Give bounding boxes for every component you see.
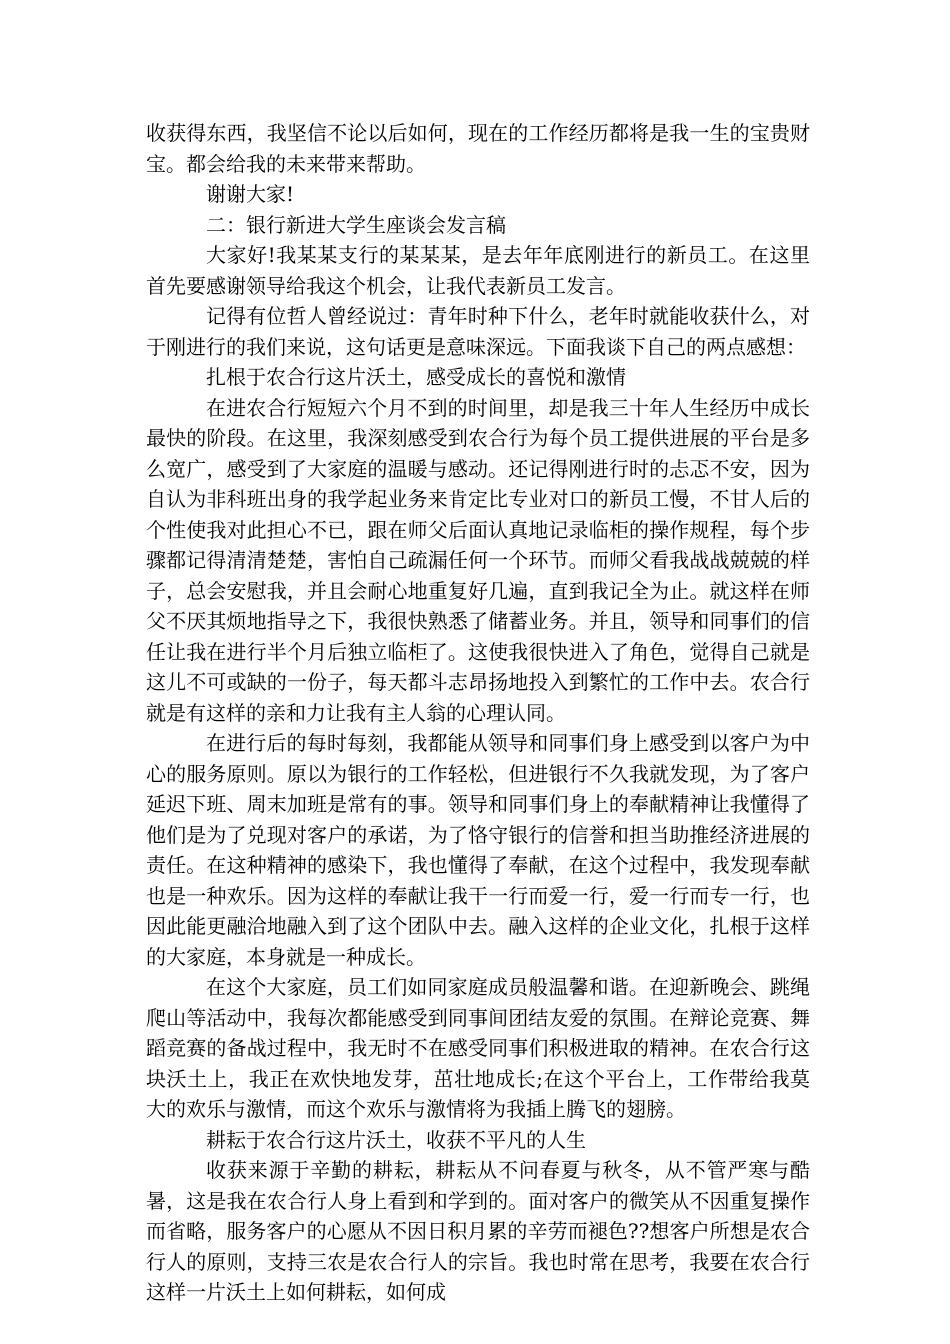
closing-thanks: 谢谢大家! xyxy=(206,182,295,206)
subheading: 扎根于农合行这片沃土，感受成长的喜悦和激情 xyxy=(206,365,626,389)
paragraph: 记得有位哲人曾经说过：青年时种下什么，老年时就能收获什么，对于刚进行的我们来说，这句话更是意味深远。下面我谈下自己的两点感想： xyxy=(146,304,810,359)
paragraph: 在进行后的每时每刻，我都能从领导和同事们身上感受到以客户为中心的服务原则。原以为银行的工作轻松，但进银行不久我就发现，为了客户延迟下班、周末加班是常有的事。领导和同事们身上的奉献精神让我懂得了他们是为了兑现对客户的承诺，为了恪守银行的信誉和担当助推经济进展的责任。在这种精神的感染下，我也懂得了奉献，在这个过程中，我发现奉献也是一种欢乐。因为这样的奉献让我干一行而爱一行，爱一行而专一行，也因此能更融洽地融入到了这个团队中去。融入这样的企业文化，扎根于这样的大家庭，本身就是一种成长。 xyxy=(146,731,810,969)
subheading: 耕耘于农合行这片沃土，收获不平凡的人生 xyxy=(206,1127,586,1152)
document-body xyxy=(146,118,810,1308)
section-heading: 二：银行新进大学生座谈会发言稿 xyxy=(206,212,506,237)
paragraph: 收获得东西，我坚信不论以后如何，现在的工作经历都将是我一生的宝贵财宝。都会给我的未来带来帮助。 xyxy=(146,121,810,176)
paragraph: 在这个大家庭，员工们如同家庭成员般温馨和谐。在迎新晚会、跳绳爬山等活动中，我每次都能感受到同事间团结友爱的氛围。在辩论竞赛、舞蹈竞赛的备战过程中，我无时不在感受同事们积极进取的精神。在农合行这块沃土上，我正在欢快地发芽，茁壮地成长;在这个平台上，工作带给我莫大的欢乐与激情，而这个欢乐与激情将为我插上腾飞的翅膀。 xyxy=(146,975,810,1121)
paragraph: 在进农合行短短六个月不到的时间里，却是我三十年人生经历中成长最快的阶段。在这里，我深刻感受到农合行为每个员工提供进展的平台是多么宽广，感受到了大家庭的温暖与感动。还记得刚进行时的忐忑不安，因为自认为非科班出身的我学起业务来肯定比专业对口的新员工慢，不甘人后的个性使我对此担心不已，跟在师父后面认真地记录临柜的操作规程，每个步骤都记得清清楚楚，害怕自己疏漏任何一个环节。而师父看我战战兢兢的样子，总会安慰我，并且会耐心地重复好几遍，直到我记全为止。就这样在师父不厌其烦地指导之下，我很快熟悉了储蓄业务。并且，领导和同事们的信任让我在进行半个月后独立临柜了。这使我很快进入了角色，觉得自己就是这儿不可或缺的一份子，每天都斗志昂扬地投入到繁忙的工作中去。农合行就是有这样的亲和力让我有主人翁的心理认同。 xyxy=(146,395,810,725)
paragraph: 收获来源于辛勤的耕耘，耕耘从不问春夏与秋冬，从不管严寒与酷暑，这是我在农合行人身上看到和学到的。面对客户的微笑从不因重复操作而省略，服务客户的心愿从不因日积月累的辛劳而褪色??想客户所想是农合行人的原则，支持三农是农合行人的宗旨。我也时常在思考，我要在农合行这样一片沃土上如何耕耘，如何成 xyxy=(146,1158,810,1304)
paragraph: 大家好!我某某支行的某某某，是去年年底刚进行的新员工。在这里首先要感谢领导给我这个机会，让我代表新员工发言。 xyxy=(146,243,810,298)
